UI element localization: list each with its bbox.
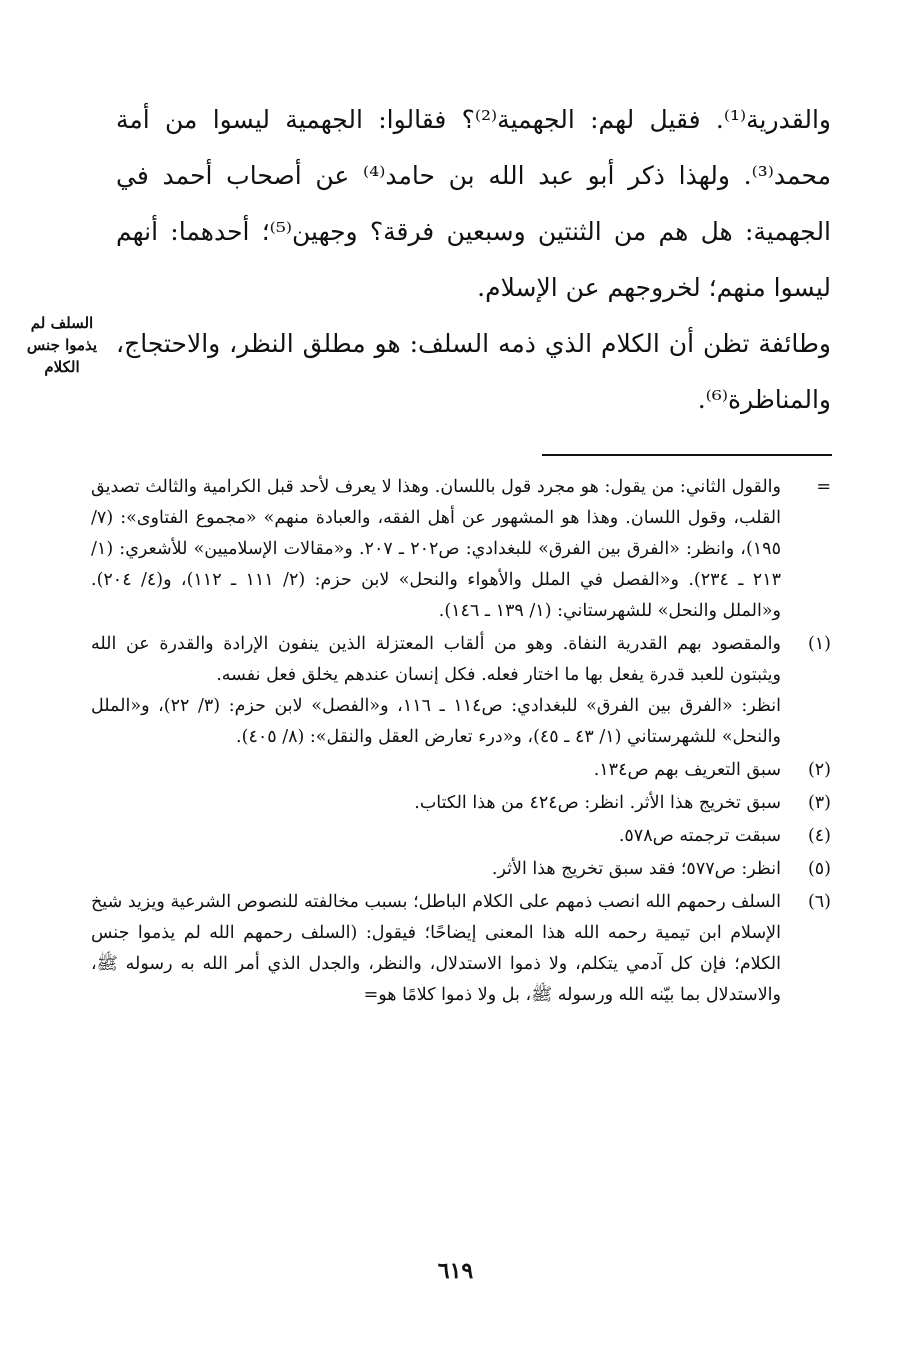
page-number: ٦١٩ — [437, 1258, 474, 1284]
footnote-text: سبق التعريف بهم ص١٣٤. — [593, 760, 781, 780]
margin-note: السلف لم يذموا جنس الكلام — [26, 314, 98, 376]
footnote-number: (٢) — [807, 760, 831, 780]
footnote-5 — [91, 854, 831, 885]
footnote-1 — [91, 629, 831, 753]
footnote-text: انظر: «الفرق بين الفرق» للبغدادي: ص١١٤ ـ ١١٦، و«الفصل» لابن حزم: (٣/ ٢٢)، و«الملل والنحل» للشهرستاني (١/ ٤٣ ـ ٤٥)، و«درء تعارض العقل والنقل»: (٨/ ٤٠٥). — [91, 696, 781, 747]
main-text — [116, 92, 831, 428]
footnote-text: سبق تخريج هذا الأثر. انظر: ص٤٢٤ من هذا الكتاب. — [414, 793, 781, 813]
footnote-text: السلف رحمهم الله انصب ذمهم على الكلام الباطل؛ بسبب مخالفته للنصوص الشرعية ويزيد شيخ الإسلام ابن تيمية رحمه الله هذا المعنى إيضاحًا؛ فيقول: (السلف رحمهم الله لم يذموا جنس الكلام؛ فإن كل آدمي يتكلم، ولا ذموا الاستدلال، والنظر، والجدل الذي أمر الله به رسوله ﷺ، والاستدلال بما بيّنه الله ورسوله ﷺ، بل ولا ذموا كلامًا هو= — [91, 892, 781, 1005]
footnote-6 — [91, 887, 831, 1011]
footnote-text: والقول الثاني: من يقول: هو مجرد قول باللسان. وهذا لا يعرف لأحد قبل الكرامية والثالث تصديق القلب، وقول اللسان. وهذا هو المشهور عن أهل الفقه، والعبادة منهم» «مجموع الفتاوى»: (٧/ ١٩٥)، وانظر: «الفرق بين الفرق» للبغدادي: ص٢٠٢ ـ ٢٠٧. و«مقالات الإسلاميين» للأشعري: (١/ ٢١٣ ـ ٢٣٤). و«الفصل في الملل والأهواء والنحل» لابن حزم: (٢/ ١١١ ـ ١١٢)، و(٤/ ٢٠٤). و«الملل والنحل» للشهرستاني: (١/ ١٣٩ ـ ١٤٦). — [91, 477, 781, 621]
footnote-3 — [91, 788, 831, 819]
footnote-continued — [91, 472, 831, 627]
main-paragraph-1: والقدرية⁽¹⁾. فقيل لهم: الجهمية⁽²⁾؟ فقالوا: الجهمية ليسوا من أمة محمد⁽³⁾. ولهذا ذكر أبو عبد الله بن حامد⁽⁴⁾ عن أصحاب أحمد في الجهمية: هل هم من الثنتين وسبعين فرقة؟ وجهين⁽⁵⁾؛ أحدهما: أنهم ليسوا منهم؛ لخروجهم عن الإسلام. — [116, 105, 832, 302]
footnote-text: والمقصود بهم القدرية النفاة. وهو من ألقاب المعتزلة الذين ينفون الإرادة والقدرة عن الله ويثبتون للعبد قدرة يفعل بها ما اختار فعله. فكل إنسان عندهم يخلق فعل نفسه. — [91, 634, 781, 685]
footnote-number: (٣) — [807, 793, 831, 813]
footnote-text: سبقت ترجمته ص٥٧٨. — [618, 826, 781, 846]
footnotes — [91, 472, 831, 1011]
footnote-separator — [542, 454, 832, 456]
footnote-number: (٦) — [807, 892, 831, 912]
footnote-4 — [91, 821, 831, 852]
main-paragraph-2: وطائفة تظن أن الكلام الذي ذمه السلف: هو مطلق النظر، والاحتجاج، والمناظرة⁽⁶⁾. — [116, 329, 831, 414]
footnote-2 — [91, 755, 831, 786]
footnote-number: (٤) — [807, 826, 831, 846]
footnote-text: انظر: ص٥٧٧؛ فقد سبق تخريج هذا الأثر. — [491, 859, 781, 879]
footnote-number: (١) — [807, 634, 831, 654]
footnote-number: (٥) — [807, 859, 831, 879]
footnote-marker: = — [816, 477, 831, 497]
